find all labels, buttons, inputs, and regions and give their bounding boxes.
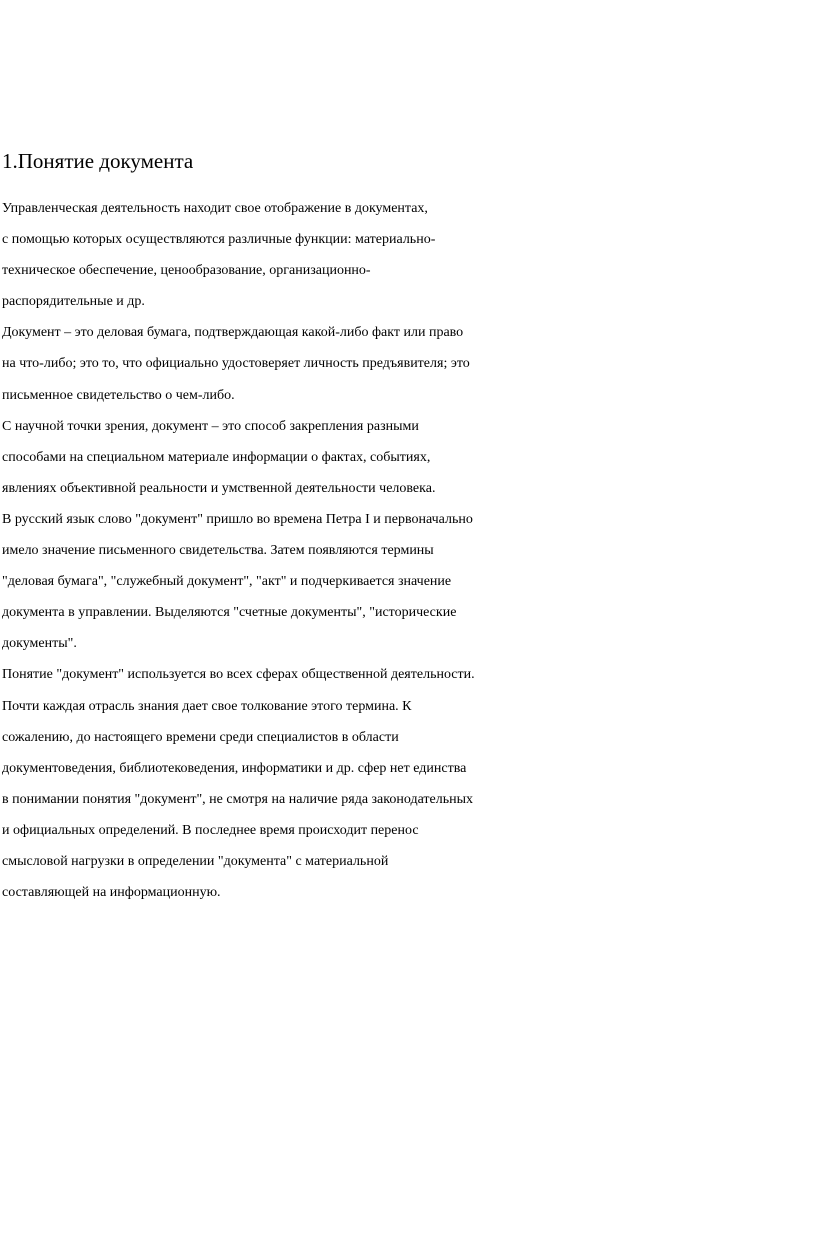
text-line: письменное свидетельство о чем-либо. <box>2 387 235 403</box>
text-line: Почти каждая отрасль знания дает свое толкование этого термина. К <box>2 698 412 714</box>
text-line: документа в управлении. Выделяются "счетные документы", "исторические <box>2 605 457 621</box>
text-line: составляющей на информационную. <box>2 885 221 901</box>
text-line: "деловая бумага", "служебный документ", "акт" и подчеркивается значение <box>2 574 452 590</box>
text-line: документоведения, библиотековедения, информатики и др. сфер нет единства <box>2 760 467 776</box>
text-line: с помощью которых осуществляются различные функции: материально- <box>2 232 436 248</box>
text-line: В русский язык слово "документ" пришло во времена Петра I и первоначально <box>2 511 473 527</box>
text-line: смысловой нагрузки в определении "документа" с материальной <box>2 853 389 869</box>
text-line: С научной точки зрения, документ – это способ закрепления разными <box>2 418 419 434</box>
text-line: в понимании понятия "документ", не смотря на наличие ряда законодательных <box>2 791 474 807</box>
text-line: имело значение письменного свидетельства. Затем появляются термины <box>2 543 434 559</box>
text-line: сожалению, до настоящего времени среди специалистов в области <box>2 729 399 745</box>
text-line: техническое обеспечение, ценообразование, организационно- <box>2 263 371 279</box>
text-line: и официальных определений. В последнее время происходит перенос <box>2 822 419 838</box>
text-line: явлениях объективной реальности и умственной деятельности человека. <box>2 480 436 496</box>
text-line: Управленческая деятельность находит свое отображение в документах, <box>2 201 428 216</box>
text-line: способами на специальном материале информации о фактах, событиях, <box>2 449 431 465</box>
text-line: на что-либо; это то, что официально удостоверяет личность предъявителя; это <box>2 356 470 372</box>
document-heading: 1.Понятие документа <box>2 149 194 173</box>
text-line: распорядительные и др. <box>2 294 145 310</box>
document-body <box>2 193 816 908</box>
text-line: документы". <box>2 636 77 652</box>
text-line: Документ – это деловая бумага, подтверждающая какой-либо факт или право <box>2 325 464 341</box>
text-line: Понятие "документ" используется во всех сферах общественной деятельности. <box>2 667 475 683</box>
